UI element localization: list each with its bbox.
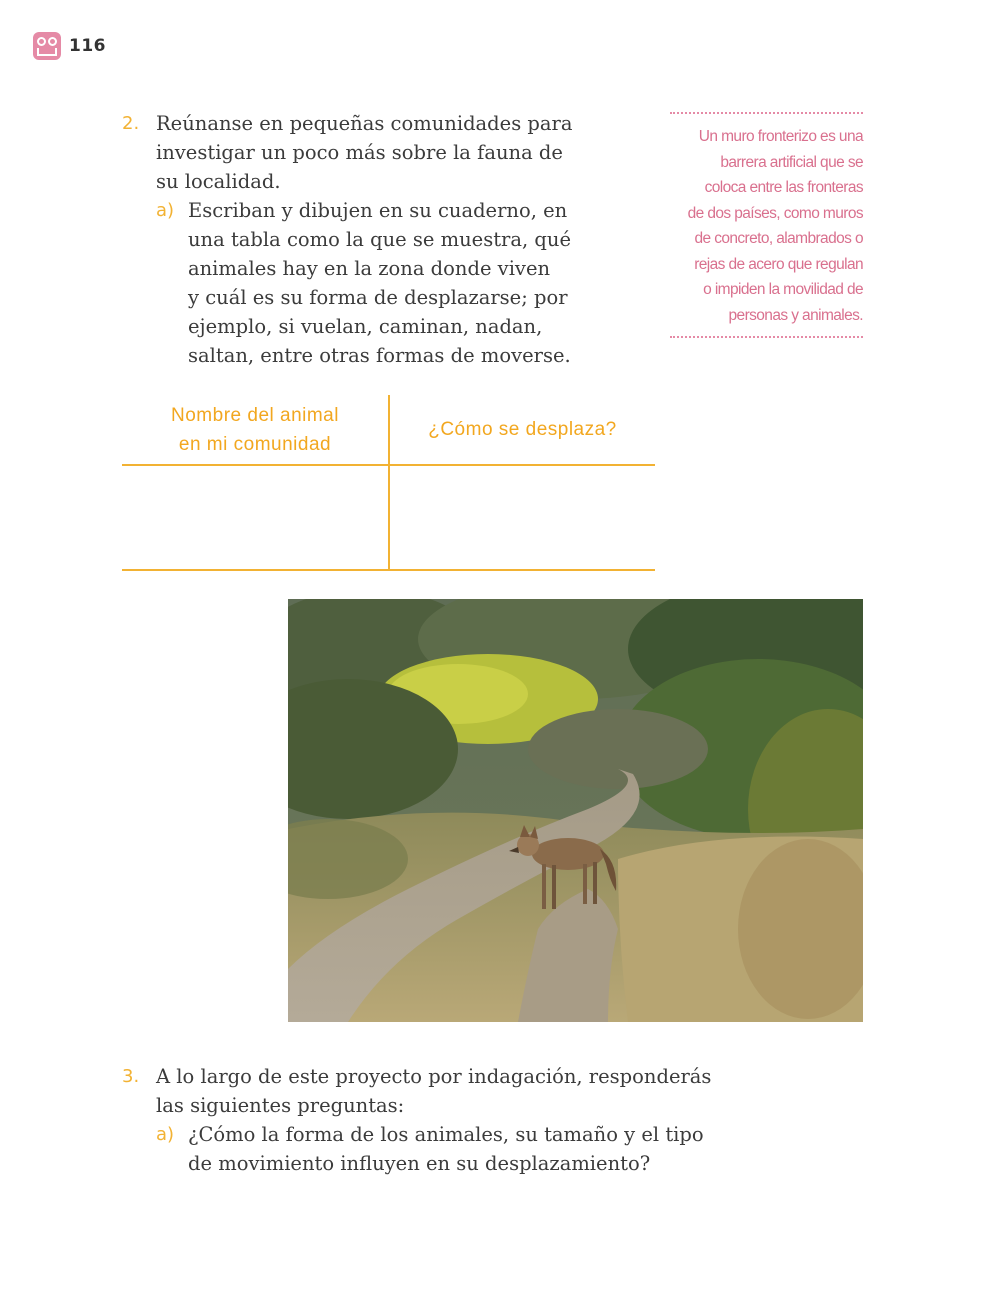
question-3	[122, 1062, 732, 1178]
table-header-movement	[390, 395, 655, 464]
question-text	[156, 1062, 711, 1120]
coyote-photo	[288, 599, 863, 1022]
table-header-animal-name	[122, 395, 388, 464]
header-line: en mi comunidad	[178, 433, 332, 455]
glossary-note	[670, 112, 863, 338]
subquestion-a	[156, 1120, 732, 1178]
text-line: su localidad.	[156, 170, 281, 193]
table-cell-movement	[390, 466, 655, 569]
text-line: y cuál es su forma de desplazarse; por	[188, 286, 568, 309]
subquestion-a	[156, 196, 592, 370]
question-number: 3.	[122, 1066, 140, 1087]
question-2	[122, 109, 592, 370]
subquestion-text	[188, 196, 571, 370]
page-header	[33, 32, 106, 60]
text-line: saltan, entre otras formas de moverse.	[188, 344, 571, 367]
text-line: Reúnanse en pequeñas comunidades para	[156, 112, 573, 135]
subquestion-text	[188, 1120, 704, 1178]
table-column-divider	[388, 395, 390, 571]
text-line: ¿Cómo la forma de los animales, su tamaño y el tipo	[188, 1123, 704, 1146]
subquestion-letter: a)	[156, 1124, 175, 1145]
note-line: personas y animales.	[728, 306, 863, 324]
text-line: ejemplo, si vuelan, caminan, nadan,	[188, 315, 543, 338]
header-line: Nombre del animal	[171, 404, 339, 426]
note-line: de concreto, alambrados o	[694, 230, 863, 247]
note-line: o impiden la movilidad de	[703, 281, 863, 298]
note-line: barrera artificial que se	[720, 153, 863, 171]
text-line: las siguientes preguntas:	[156, 1094, 405, 1117]
animal-table	[122, 395, 655, 571]
note-line: Un muro fronterizo es una	[698, 128, 863, 145]
note-line: coloca entre las fronteras	[704, 179, 863, 196]
table-cell-animal	[122, 466, 388, 569]
question-number: 2.	[122, 113, 140, 134]
question-text	[156, 109, 572, 196]
text-line: de movimiento influyen en su desplazamiento?	[188, 1152, 651, 1175]
page-number: 116	[69, 36, 106, 56]
text-line: investigar un poco más sobre la fauna de	[156, 141, 563, 164]
note-line: de dos países, como muros	[687, 204, 863, 222]
text-line: A lo largo de este proyecto por indagación, responderás	[156, 1065, 712, 1088]
text-line: Escriban y dibujen en su cuaderno, en	[188, 199, 568, 222]
header-line: ¿Cómo se desplaza?	[428, 419, 617, 440]
note-line: rejas de acero que regulan	[694, 255, 863, 273]
text-line: una tabla como la que se muestra, qué	[188, 228, 571, 251]
text-line: animales hay en la zona donde viven	[188, 257, 551, 280]
subquestion-letter: a)	[156, 200, 175, 221]
book-icon	[33, 32, 61, 60]
